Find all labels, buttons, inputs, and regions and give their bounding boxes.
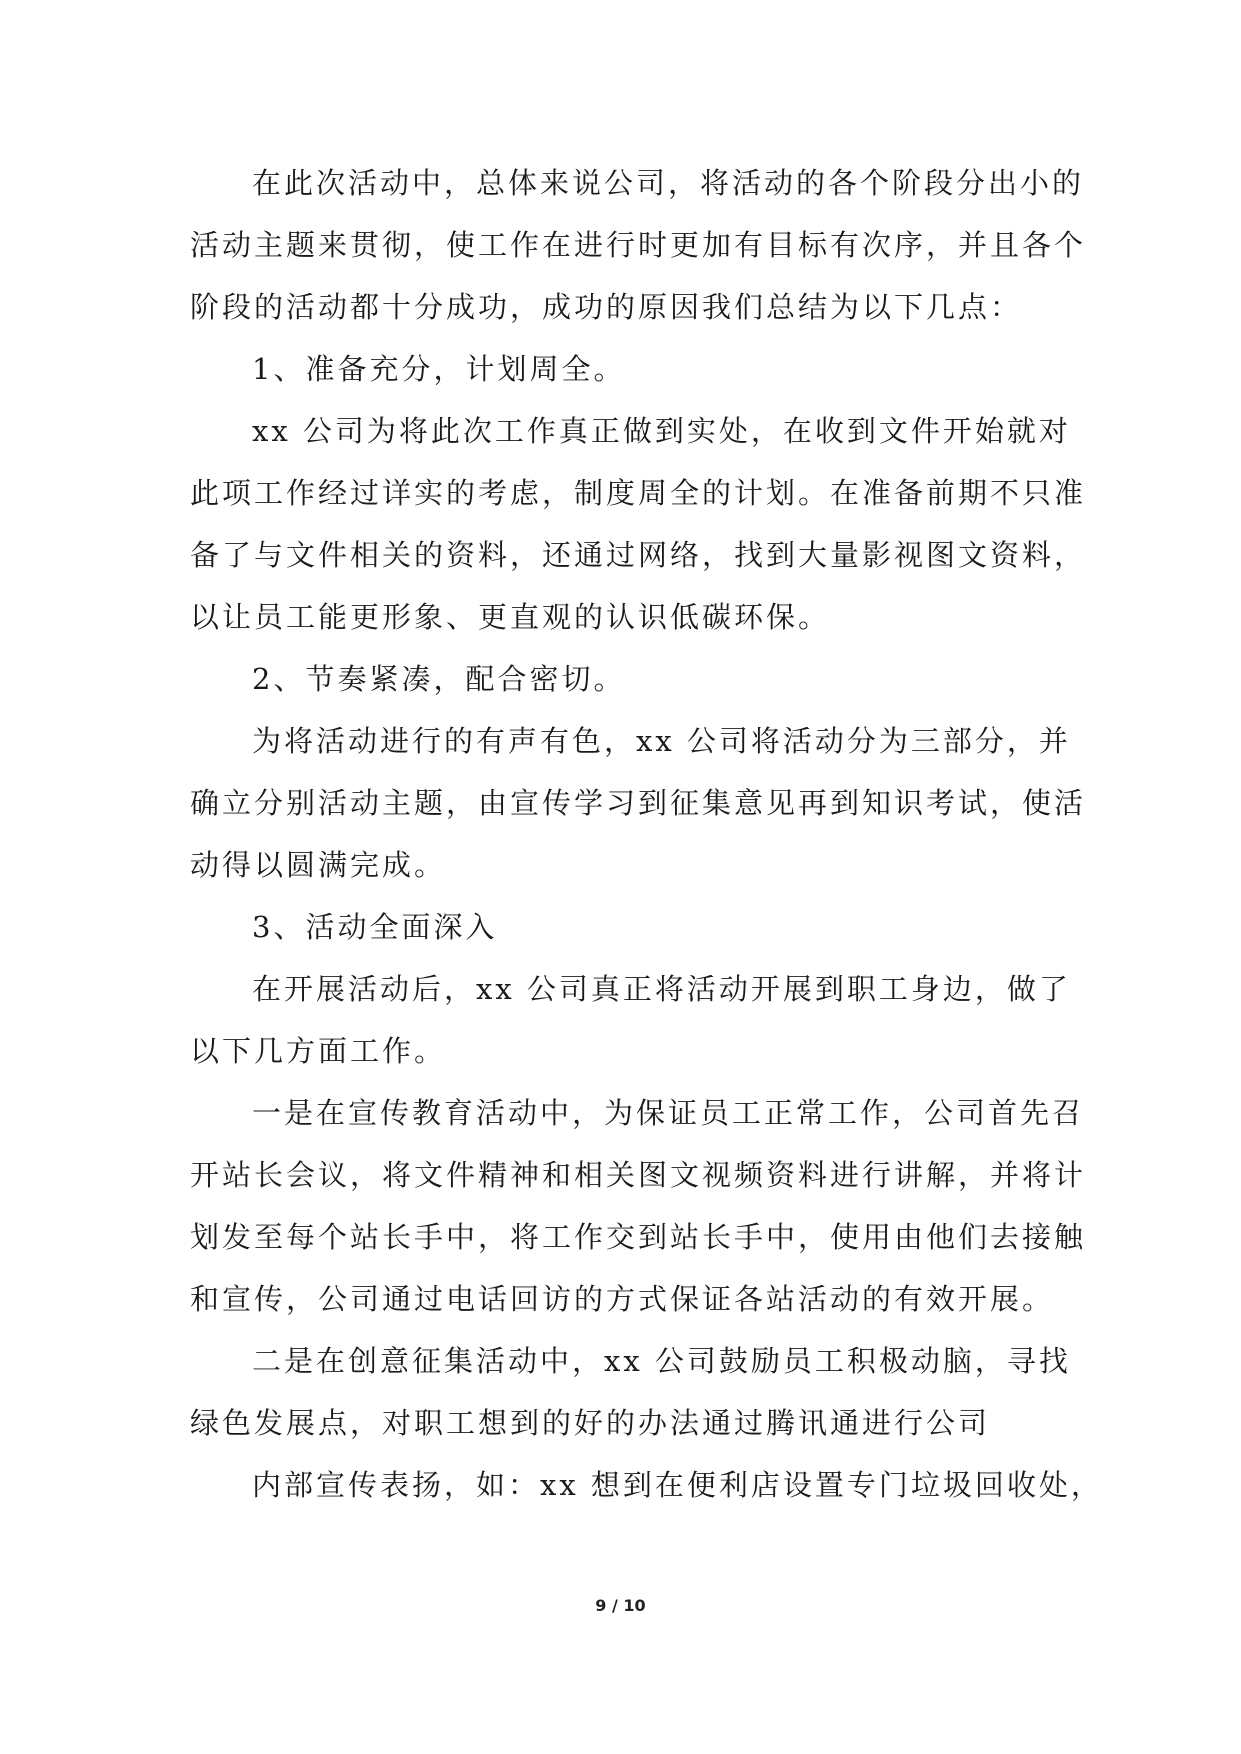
paragraph-line: 确立分别活动主题，由宣传学习到征集意见再到知识考试，使活 (190, 786, 1087, 820)
paragraph-line: 二是在创意征集活动中，xx 公司鼓励员工积极动脑，寻找 (252, 1344, 1071, 1378)
section-heading: 1、准备充分，计划周全。 (252, 352, 626, 386)
document-body (190, 152, 1103, 1516)
paragraph-line: 和宣传，公司通过电话回访的方式保证各站活动的有效开展。 (190, 1282, 1055, 1316)
paragraph-line: 动得以圆满完成。 (190, 848, 447, 882)
paragraph-line: 以下几方面工作。 (190, 1034, 447, 1068)
paragraph-line: 在此次活动中，总体来说公司，将活动的各个阶段分出小的 (252, 166, 1085, 200)
paragraph-line: 一是在宣传教育活动中，为保证员工正常工作，公司首先召 (252, 1096, 1085, 1130)
paragraph-line: 绿色发展点，对职工想到的好的办法通过腾讯通进行公司 (190, 1406, 991, 1440)
paragraph-line: 活动主题来贯彻，使工作在进行时更加有目标有次序，并且各个 (190, 228, 1087, 262)
paragraph-line: 内部宣传表扬，如：xx 想到在便利店设置专门垃圾回收处， (252, 1468, 1103, 1502)
paragraph-line: 在开展活动后，xx 公司真正将活动开展到职工身边，做了 (252, 972, 1071, 1006)
section-heading: 2、节奏紧凑，配合密切。 (252, 662, 626, 696)
paragraph-line: 此项工作经过详实的考虑，制度周全的计划。在准备前期不只准 (190, 476, 1087, 510)
section-heading: 3、活动全面深入 (252, 910, 498, 944)
paragraph-line: 开站长会议，将文件精神和相关图文视频资料进行讲解，并将计 (190, 1158, 1087, 1192)
paragraph-line: 备了与文件相关的资料，还通过网络，找到大量影视图文资料， (190, 538, 1087, 572)
page-number: 9 / 10 (595, 1596, 646, 1615)
paragraph-line: 划发至每个站长手中，将工作交到站长手中，使用由他们去接触 (190, 1220, 1087, 1254)
paragraph-line: xx 公司为将此次工作真正做到实处，在收到文件开始就对 (252, 414, 1071, 448)
paragraph-line: 为将活动进行的有声有色，xx 公司将活动分为三部分，并 (252, 724, 1071, 758)
paragraph-line: 以让员工能更形象、更直观的认识低碳环保。 (190, 600, 831, 634)
paragraph-line: 阶段的活动都十分成功，成功的原因我们总结为以下几点： (190, 290, 1023, 324)
